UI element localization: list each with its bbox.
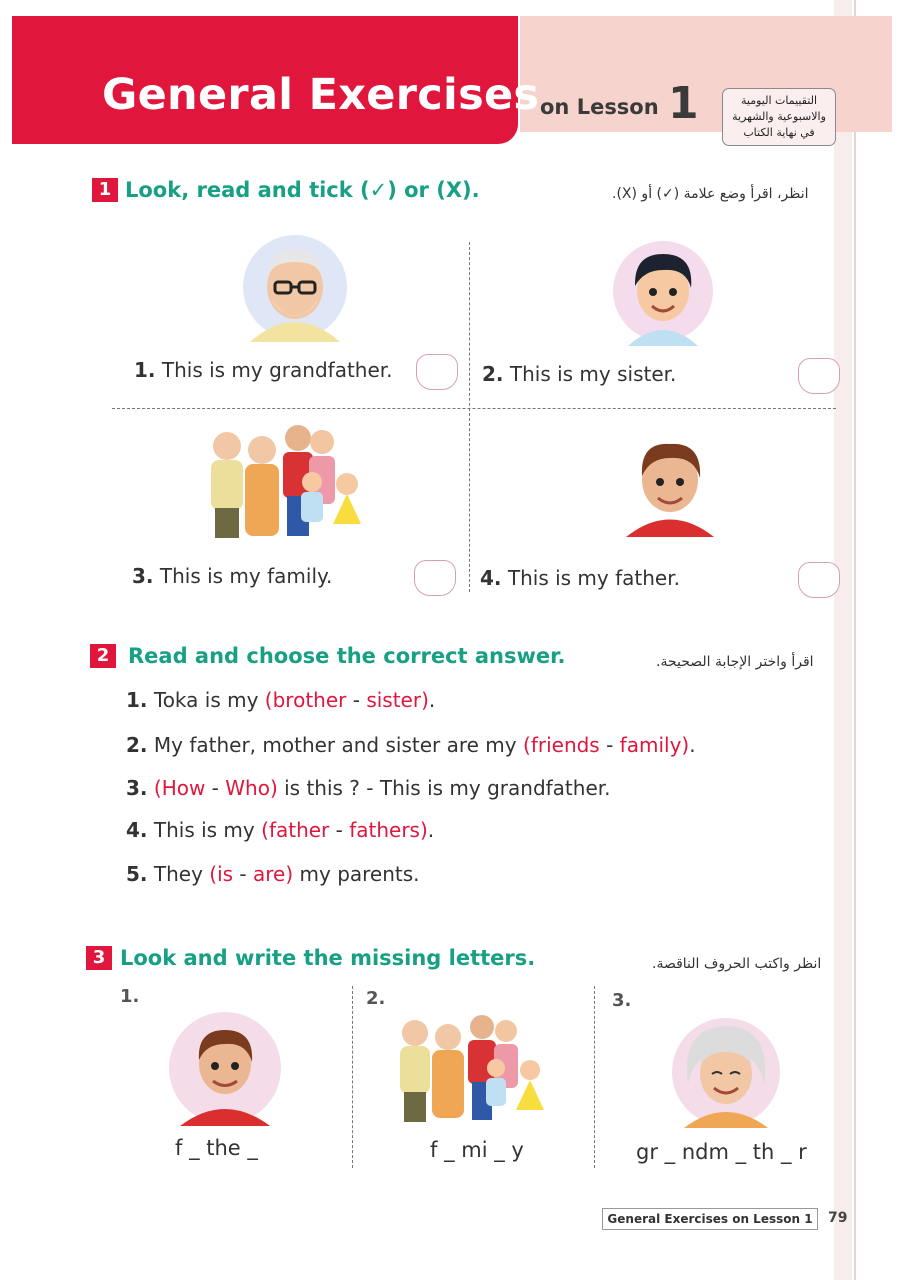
family-small-illustration — [396, 1014, 556, 1128]
missing-word-3: gr _ ndm _ th _ r — [636, 1140, 807, 1164]
section-3-divider-1 — [352, 986, 353, 1168]
boy-illustration — [608, 236, 718, 346]
option-father[interactable]: father — [268, 818, 330, 842]
lesson-number: 1 — [668, 78, 699, 129]
missing-word-1: f _ the _ — [175, 1136, 258, 1160]
option-family[interactable]: family — [619, 733, 682, 757]
section-3-arabic: انظر واكتب الحروف الناقصة. — [652, 956, 822, 972]
option-how[interactable]: How — [161, 776, 206, 800]
tick-item-3: 3. This is my family. — [132, 564, 333, 588]
lesson-label: on Lesson 1 — [540, 78, 699, 129]
tick-box-4[interactable] — [798, 562, 840, 598]
tick-box-3[interactable] — [414, 560, 456, 596]
footer-label: General Exercises on Lesson 1 — [602, 1208, 818, 1230]
choose-question-5: 5. They (is - are) my parents. — [126, 862, 420, 886]
picture-number-1: 1. — [120, 986, 140, 1007]
picture-number-2: 2. — [366, 988, 386, 1009]
choose-question-3: 3. (How - Who) is this ? - This is my grandfather. — [126, 776, 611, 800]
option-who[interactable]: Who — [225, 776, 270, 800]
section-2-arabic: اقرأ واختر الإجابة الصحيحة. — [656, 654, 814, 670]
section-3-number: 3 — [86, 946, 112, 970]
section-1-number: 1 — [92, 178, 118, 202]
tick-item-4: 4. This is my father. — [480, 566, 680, 590]
choose-question-4: 4. This is my (father - fathers). — [126, 818, 435, 842]
section-3-divider-2 — [594, 986, 595, 1168]
section-1-arabic: انظر، اقرأ وضع علامة (✓) أو (X). — [612, 186, 809, 202]
option-is[interactable]: is — [217, 862, 234, 886]
option-friends[interactable]: friends — [530, 733, 600, 757]
father-circle-illustration — [164, 1008, 286, 1126]
page-edge-line — [854, 0, 856, 1280]
tick-item-1: 1. This is my grandfather. — [134, 358, 393, 382]
section-3-title: Look and write the missing letters. — [120, 946, 536, 970]
grid-divider-horizontal — [112, 408, 836, 409]
option-sister[interactable]: sister — [366, 688, 422, 712]
page-title: General Exercises — [102, 70, 540, 120]
tick-box-2[interactable] — [798, 358, 840, 394]
option-brother[interactable]: brother — [272, 688, 347, 712]
option-are[interactable]: are — [253, 862, 286, 886]
missing-word-2: f _ mi _ y — [430, 1138, 524, 1162]
grid-divider-vertical — [469, 242, 470, 592]
choose-question-1: 1. Toka is my (brother - sister). — [126, 688, 436, 712]
picture-number-3: 3. — [612, 990, 632, 1011]
page-number: 79 — [828, 1210, 848, 1226]
father-illustration — [620, 432, 720, 537]
section-2-number: 2 — [90, 644, 116, 668]
page-edge — [834, 0, 852, 1280]
option-fathers[interactable]: fathers — [349, 818, 420, 842]
grandfather-illustration — [240, 232, 350, 342]
arabic-note-box: التقييمات اليومية والاسبوعية والشهرية في نهاية الكتاب — [722, 88, 836, 146]
tick-box-1[interactable] — [416, 354, 458, 390]
choose-question-2: 2. My father, mother and sister are my (friends - family). — [126, 733, 696, 757]
section-2-title: Read and choose the correct answer. — [128, 644, 566, 668]
section-1-title: Look, read and tick (✓) or (X). — [125, 178, 480, 202]
grandmother-circle-illustration — [666, 1014, 786, 1128]
tick-item-2: 2. This is my sister. — [482, 362, 677, 386]
family-illustration — [205, 424, 375, 546]
